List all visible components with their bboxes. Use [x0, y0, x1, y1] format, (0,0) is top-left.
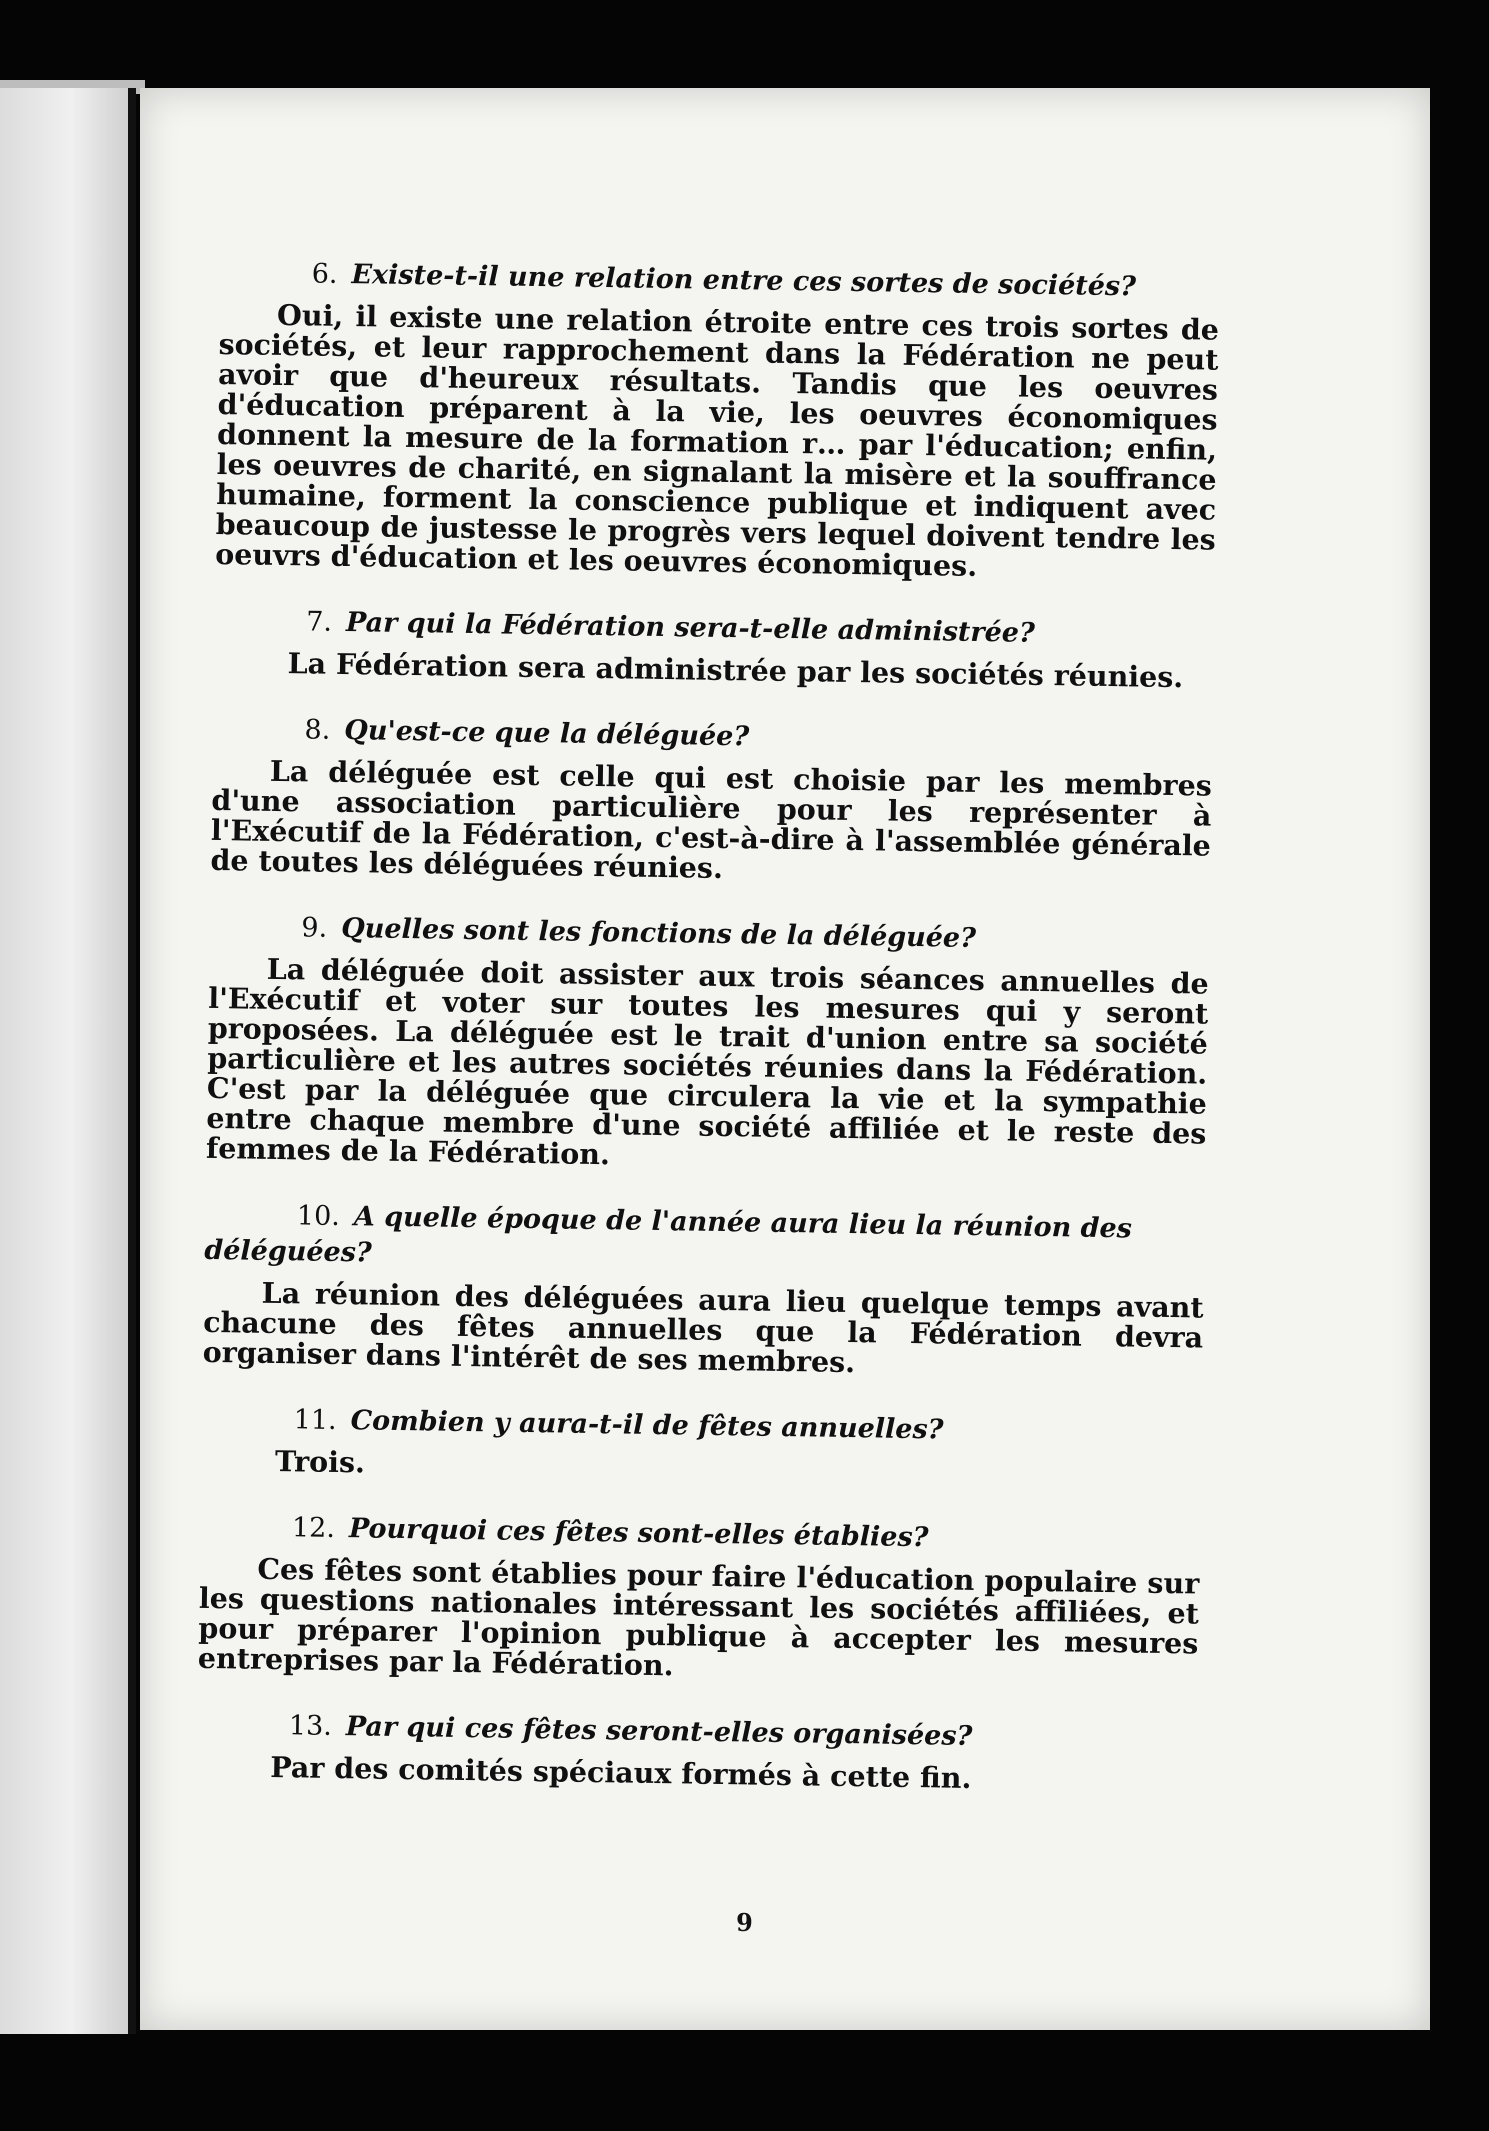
answer-paragraph: Trois.	[274, 1444, 366, 1480]
section-13	[196, 1707, 1197, 1797]
section-11	[201, 1401, 1202, 1491]
section-8	[210, 711, 1212, 891]
answer-paragraph: Oui, il existe une relation étroite entre ces trois sortes de sociétés, et leur rapprochement dans la Fédération ne peut avoir que d'heureux résultats. Tandis que les oeuvres d'éducation préparent à la vie, les oeuvres économiques donnent la mesure de la formation r… par l'éducation; enfin, les oeuvres de charité, en signalant la misère et la souffrance humaine, forment la conscience publique et indiquent avec beaucoup de justesse le progrès vers lequel doivent tendre les oeuvrs d'éducation et les oeuvres économiques.	[215, 297, 1220, 583]
question-heading: 11. Combien y aura-t-il de fêtes annuelles?	[293, 1404, 944, 1446]
answer-paragraph: La déléguée est celle qui est choisie par les membres d'une association particulière pour les représenter à l'Exécutif de la Fédération, c'est-à-dire à l'assemblée générale de toutes les déléguées réunies.	[210, 753, 1213, 885]
section-12	[198, 1509, 1200, 1689]
page-body	[195, 255, 1219, 1831]
question-heading: 12. Pourquoi ces fêtes sont-elles établies?	[291, 1512, 929, 1554]
question-heading: 13. Par qui ces fêtes seront-elles organisées?	[288, 1710, 973, 1752]
page-number: 9	[736, 1908, 753, 1937]
binding-spine	[128, 88, 136, 2034]
answer-paragraph: Par des comités spéciaux formés à cette fin.	[269, 1749, 972, 1795]
answer-paragraph: La déléguée doit assister aux trois séances annuelles de l'Exécutif et voter sur toutes les mesures qui y seront proposées. La déléguée est le trait d'union entre sa société particulière et les autres sociétés réunies dans la Fédération. C'est par la déléguée que circulera la vie et la sympathie entre chaque membre d'une société affiliée et le reste des femmes de la Fédération.	[205, 951, 1209, 1172]
section-10	[203, 1197, 1206, 1383]
section-9	[206, 909, 1210, 1179]
question-heading: 6. Existe-t-il une relation entre ces sortes de sociétés?	[311, 258, 1137, 303]
answer-paragraph: Ces fêtes sont établies pour faire l'éducation populaire sur les questions nationales intéressant les sociétés affiliées, et pour préparer l'opinion publique à accepter les mesures entreprises par la Fédération.	[197, 1551, 1200, 1683]
answer-paragraph: La Fédération sera administrée par les sociétés réunies.	[287, 646, 1184, 695]
question-heading: 8. Qu'est-ce que la déléguée?	[304, 714, 750, 753]
section-7	[213, 603, 1214, 693]
section-6	[215, 255, 1220, 585]
question-heading: 7. Par qui la Fédération sera-t-elle administrée?	[306, 606, 1036, 649]
question-heading: 10. A quelle époque de l'année aura lieu la réunion des déléguées?	[204, 1200, 1133, 1269]
facing-page-edge	[0, 88, 130, 2034]
question-heading: 9. Quelles sont les fonctions de la déléguée?	[301, 912, 977, 954]
answer-paragraph: La réunion des déléguées aura lieu quelque temps avant chacune des fêtes annuelles que la Fédération devra organiser dans l'intérêt de ses membres.	[202, 1275, 1204, 1380]
